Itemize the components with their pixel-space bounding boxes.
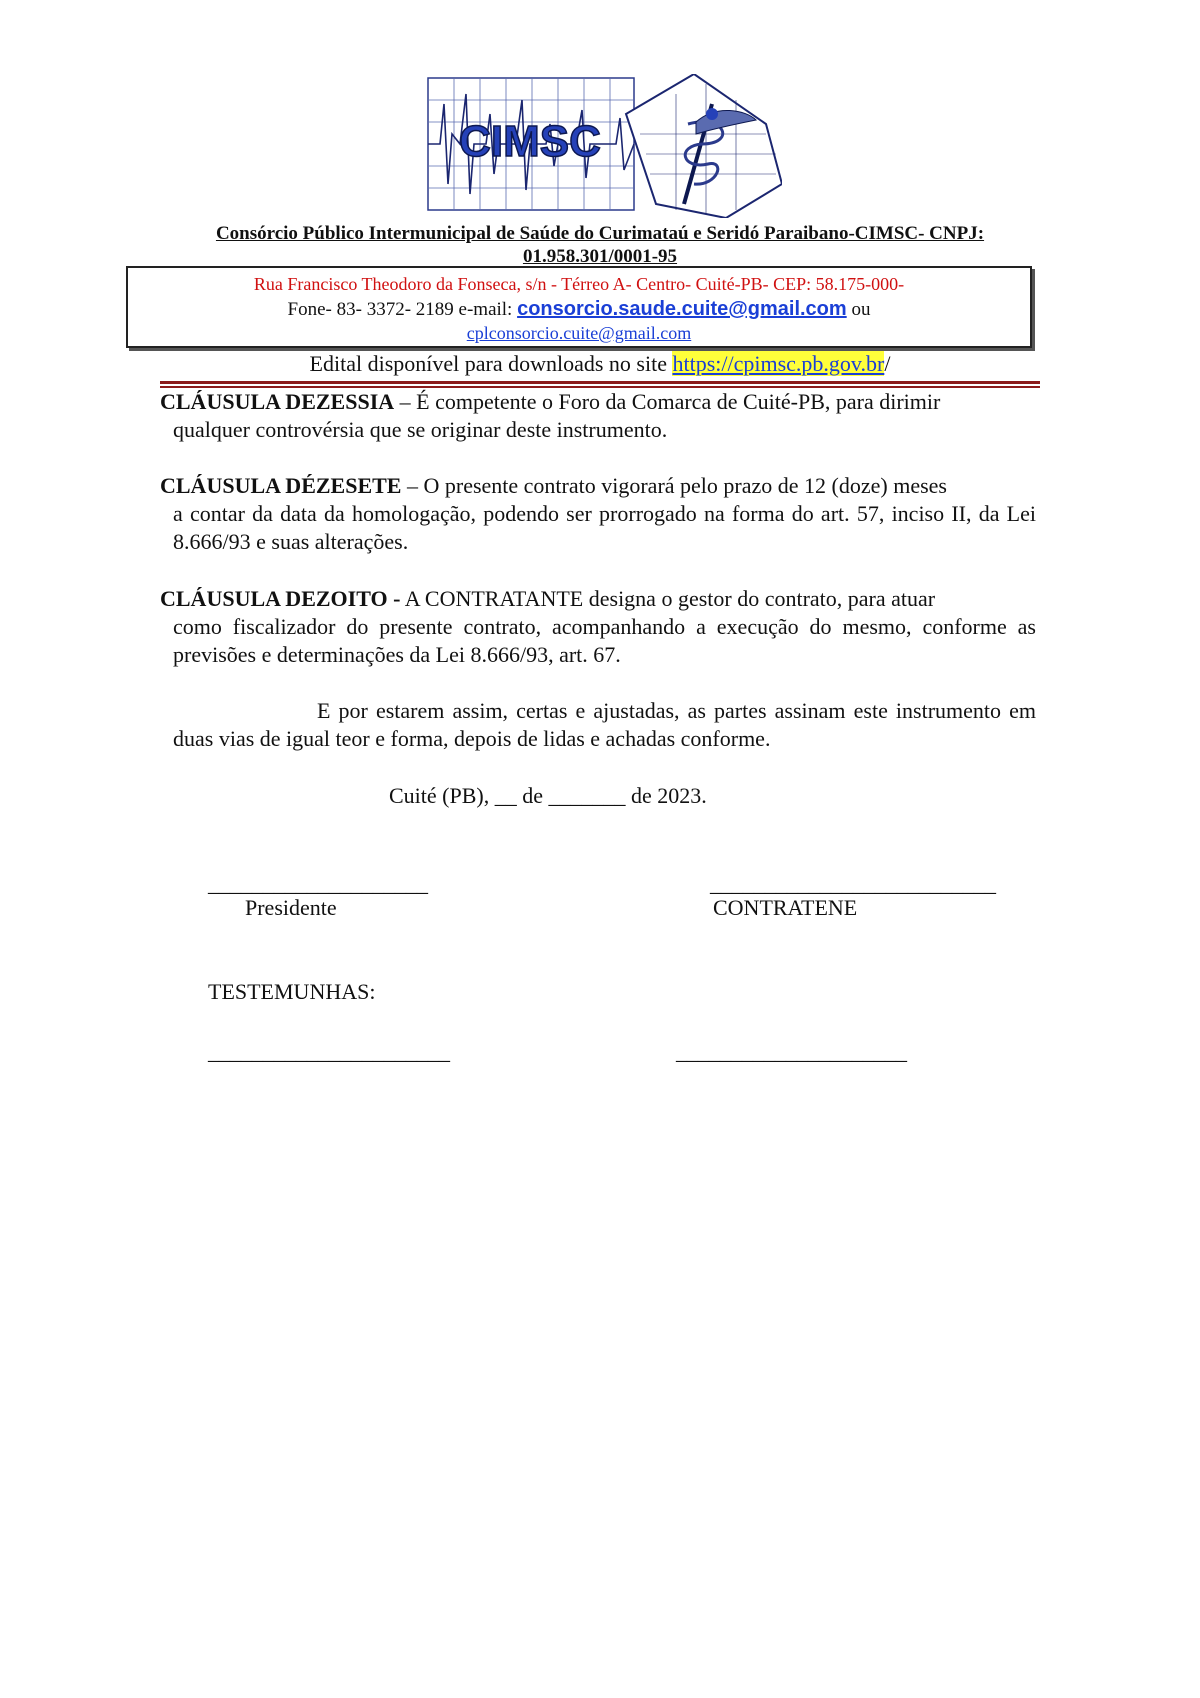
signature-line-contractor: __________________________ — [710, 871, 996, 896]
signature-line-president: ____________________ — [208, 871, 428, 896]
clause-dezoito — [160, 585, 1036, 669]
clause-text: O presente contrato vigorará pelo prazo de 12 (doze) meses — [423, 473, 947, 498]
email-joiner: ou — [846, 299, 871, 320]
edital-notice — [160, 350, 1040, 378]
primary-email-link[interactable]: consorcio.saude.cuite@gmail.com — [517, 298, 847, 320]
clause-text-continued: qualquer controvérsia que se originar deste instrumento. — [173, 417, 668, 442]
clause-title: CLÁUSULA DEZOITO - — [160, 586, 401, 611]
signature-label-president: Presidente — [245, 895, 337, 920]
edital-prefix: Edital disponível para downloads no site — [309, 351, 673, 376]
contact-box — [126, 266, 1032, 348]
date-line: Cuité (PB), __ de _______ de 2023. — [389, 783, 707, 808]
clause-text-continued: como fiscalizador do presente contrato, acompanhando a execução do mesmo, conforme as previsões e determinações da Lei 8.666/93, art. 67. — [173, 614, 1036, 667]
clause-dezesete — [160, 472, 1036, 556]
clause-text-continued: a contar da data da homologação, podendo ser prorrogado na forma do art. 57, inciso II, da Lei 8.666/93 e suas alterações. — [173, 501, 1036, 554]
cimsc-logo — [426, 74, 782, 218]
edital-site-link[interactable]: https://cpimsc.pb.gov.br — [672, 351, 885, 376]
witness-line-left: ______________________ — [208, 1039, 450, 1064]
phone-email-line — [128, 297, 1030, 322]
closing-paragraph: E por estarem assim, certas e ajustadas, as partes assinam este instrumento em duas vias de igual teor e forma, depois de lidas e achadas conforme. — [173, 698, 1036, 751]
organization-title: Consórcio Público Intermunicipal de Saúde do Curimataú e Seridó Paraibano-CIMSC- CNPJ: 01.958.301/0001-95 — [215, 223, 985, 267]
address-line: Rua Francisco Theodoro da Fonseca, s/n - Térreo A- Centro- Cuité-PB- CEP: 58.175-000- — [253, 274, 905, 294]
witnesses-label: TESTEMUNHAS: — [208, 979, 376, 1004]
clause-title: CLÁUSULA DÉZESETE — [160, 473, 402, 498]
logo-wordmark: CIMSC — [459, 117, 601, 166]
clause-separator: – — [401, 473, 424, 498]
header-divider — [160, 381, 1040, 384]
witness-line-right: _____________________ — [676, 1039, 907, 1064]
secondary-email-link[interactable]: cplconsorcio.cuite@gmail.com — [466, 323, 692, 343]
clause-text: É competente o Foro da Comarca de Cuité-PB, para dirimir — [416, 389, 941, 414]
clause-title: CLÁUSULA DEZESSIA — [160, 389, 395, 414]
clause-separator: – — [394, 389, 417, 414]
clause-text: A CONTRATANTE designa o gestor do contrato, para atuar — [404, 586, 936, 611]
clause-dezessia — [160, 388, 1036, 444]
signature-label-contractor: CONTRATENE — [713, 895, 858, 920]
edital-suffix: / — [884, 351, 891, 376]
phone-text: Fone- 83- 3372- 2189 e-mail: — [287, 299, 518, 320]
